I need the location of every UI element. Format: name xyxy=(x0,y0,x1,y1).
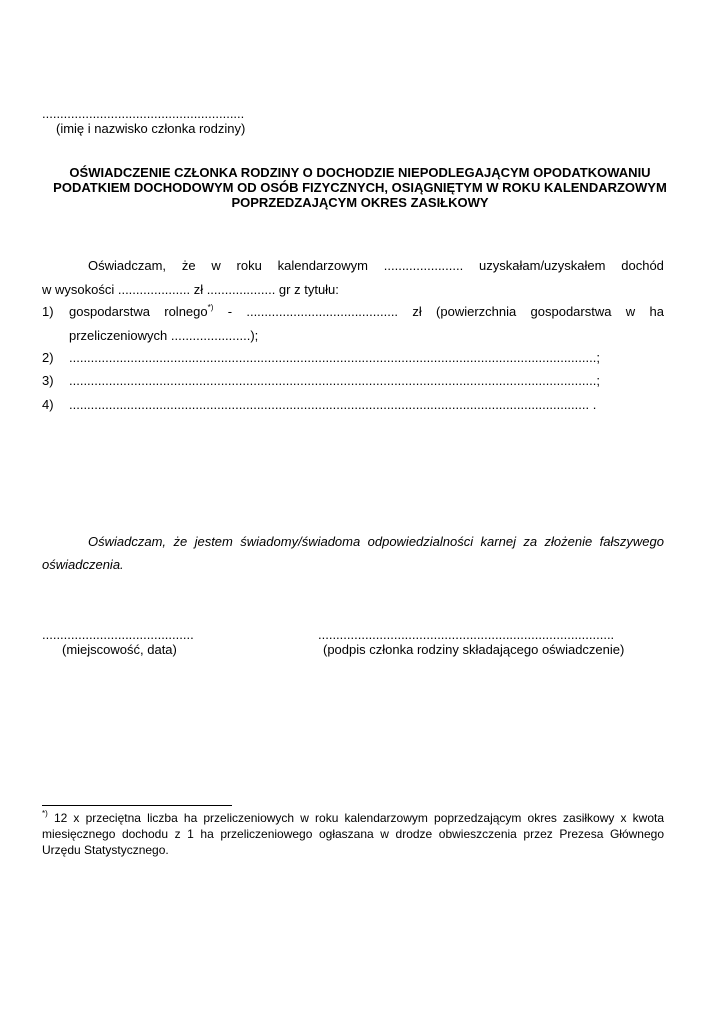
word: świadomy/świadoma xyxy=(240,534,361,549)
word: że xyxy=(173,534,188,549)
word: Oświadczam, xyxy=(88,258,167,273)
name-field-dots: ........................................................ xyxy=(42,106,245,121)
word: fałszywego xyxy=(599,534,664,549)
word: rolnego xyxy=(164,304,208,319)
word: jestem xyxy=(194,534,233,549)
footnote-divider xyxy=(42,805,232,806)
word: uzyskałam/uzyskałem xyxy=(479,258,606,273)
word: Oświadczam, xyxy=(88,534,167,549)
signature-field-dots: .................................................................................. xyxy=(318,627,615,642)
word: w xyxy=(625,304,636,319)
income-statement-line1 xyxy=(88,258,664,274)
word: złożenie xyxy=(544,534,593,549)
place-date-field-dots: .......................................... xyxy=(42,627,194,642)
item-number: 4) xyxy=(42,397,54,412)
footnote-text: 12 x przeciętna liczba ha przeliczeniowych w roku kalendarzowym poprzedzającym okres zasiłkowy x kwota miesięcznego dochodu z 1 ha przeliczeniowego ogłaszana w drodze obwieszczenia przez Prezesa Głównego Urzędu Statystycznego. xyxy=(42,811,665,857)
word: ha xyxy=(649,304,664,319)
footnote xyxy=(42,810,664,858)
word: roku xyxy=(236,258,262,273)
liability-declaration-line1 xyxy=(88,534,664,550)
footnote-mark: *) xyxy=(42,809,48,818)
word: w xyxy=(211,258,221,273)
name-field-caption: (imię i nazwisko członka rodziny) xyxy=(56,121,246,136)
word: za xyxy=(523,534,538,549)
item-number: 2) xyxy=(42,350,54,365)
item-number: 1) xyxy=(42,304,54,319)
word: - xyxy=(227,304,233,319)
item-dots: ..................................................................................................................................................; xyxy=(69,373,600,388)
item-number: 3) xyxy=(42,373,54,388)
document-title: OŚWIADCZENIE CZŁONKA RODZINY O DOCHODZIE NIEPODLEGAJĄCYM OPODATKOWANIU PODATKIEM DOCHODOWYM OD OSÓB FIZYCZNYCH, OSIĄGNIĘTYM W ROKU KALENDARZOWYM POPRZEDZAJĄCYM OKRES ZASIŁKOWY xyxy=(53,165,667,210)
signature-caption: (podpis członka rodziny składającego oświadczenie) xyxy=(323,642,625,657)
word: (powierzchnia xyxy=(436,304,517,319)
word-with-footnote xyxy=(164,304,213,320)
word: że xyxy=(181,258,196,273)
word: dochód xyxy=(621,258,664,273)
footnote-reference: *) xyxy=(207,303,214,312)
year-field-dots: ...................... xyxy=(383,258,464,273)
item-dots: ................................................................................................................................................ . xyxy=(69,397,597,412)
liability-declaration-line2: oświadczenia. xyxy=(42,557,124,572)
word: karnej xyxy=(480,534,516,549)
word: odpowiedzialności xyxy=(367,534,474,549)
word: gospodarstwa xyxy=(530,304,612,319)
income-amount-line: w wysokości .................... zł ................... gr z tytułu: xyxy=(42,282,339,297)
item-continuation: przeliczeniowych ......................); xyxy=(69,328,259,343)
word: zł xyxy=(412,304,422,319)
amount-field-dots: .......................................... xyxy=(246,304,399,319)
word: kalendarzowym xyxy=(277,258,368,273)
word: gospodarstwa xyxy=(69,304,150,319)
item-dots: ..................................................................................................................................................; xyxy=(69,350,600,365)
place-date-caption: (miejscowość, data) xyxy=(62,642,177,657)
